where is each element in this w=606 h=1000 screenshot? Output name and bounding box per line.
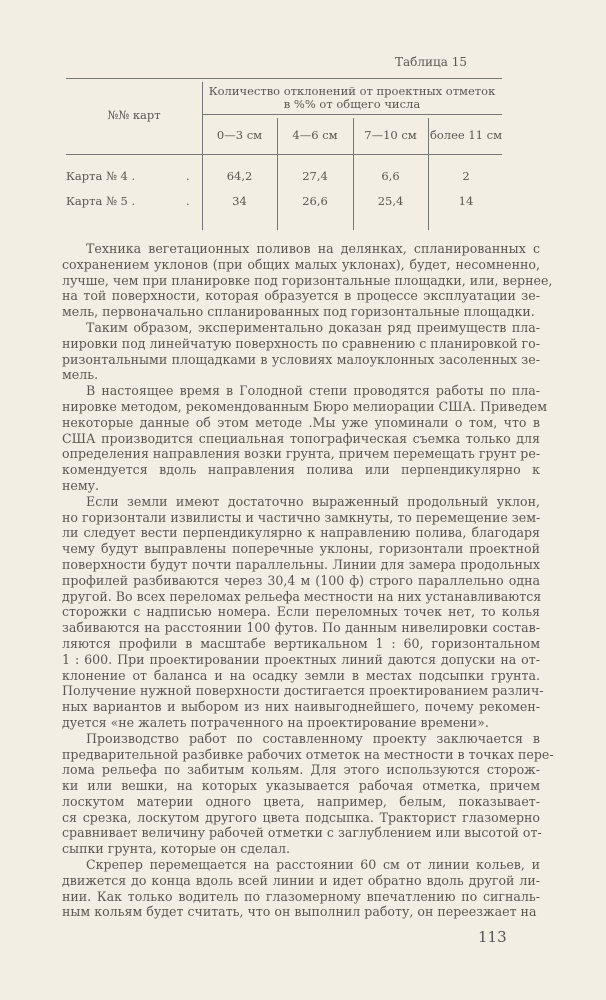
text-line: нировке методом, рекомендованным Бюро мелиорации США. Приведем: [62, 398, 548, 414]
text-line: В настоящее время в Голодной степи проводятся работы по пла-: [86, 383, 540, 399]
row-label: Карта № 4 .: [66, 169, 136, 183]
cell-value: 25,4: [377, 194, 404, 208]
paragraph: [62, 493, 544, 731]
text-line: комендуется вдоль направления полива или перпендикулярно к: [62, 462, 540, 478]
text-line: некоторые данные об этом методе .Мы уже упоминали о том, что в: [62, 414, 540, 430]
text-line: ли следует вести перпендикулярно к направлению полива, благодаря: [62, 525, 540, 541]
text-line: определения направления возки грунта, причем перемещать грунт ре-: [62, 446, 541, 462]
cell-value: 34: [232, 194, 247, 208]
paragraph: [62, 320, 540, 383]
paragraph: [62, 383, 548, 494]
row-label: Карта № 5 .: [66, 194, 136, 208]
paragraph: [62, 730, 554, 857]
table-top-rule: [66, 78, 502, 79]
page-number: 113: [478, 928, 507, 946]
text-line: Таким образом, экспериментально доказан ряд преимуществ пла-: [86, 319, 540, 335]
paragraph: [62, 857, 540, 920]
row-header: №№ карт: [107, 108, 161, 122]
text-line: профилей разбиваются через 30,4 м (100 ф) строго параллельно одна: [62, 572, 540, 588]
text-line: забиваются на расстоянии 100 футов. По данным нивелировки состав-: [62, 620, 540, 636]
text-line: США производится специальная топографическая съемка только для: [62, 430, 540, 446]
cell-value: 2: [462, 169, 470, 183]
column-header: 0—3 см: [216, 128, 263, 142]
text-line: сыпки грунта, которые он сделал.: [62, 841, 290, 857]
text-line: ризонтальными площадками в условиях малоуклонных засоленных зе-: [62, 351, 540, 367]
text-line: сторожки с надписью номера. Если переломных точек нет, то колья: [62, 604, 540, 620]
text-line: дуется «не жалеть потраченного на проектирование времени».: [62, 714, 489, 730]
deviation-table: [66, 78, 502, 230]
text-line: чему будут выправлены поперечные уклоны, горизонтали проектной: [62, 541, 540, 557]
text-line: ся срезка, лоскутом другого цвета подсыпка. Тракторист глазомерно: [62, 809, 540, 825]
text-line: Производство работ по составленному проекту заключается в: [86, 730, 540, 746]
text-line: лучше, чем при планировке под горизонтальные площадки, или, вернее,: [62, 272, 553, 288]
text-line: движется до конца вдоль всей линии и идет обратно вдоль другой ли-: [62, 872, 540, 888]
body-text: [62, 241, 554, 920]
cell-value: 27,4: [302, 169, 328, 183]
cell-value: 6,6: [381, 169, 400, 183]
header-bottom-rule: [66, 154, 502, 155]
text-line: сравнивает величину рабочей отметки с заглублением или высотой от-: [62, 825, 542, 841]
text-line: Получение нужной поверхности достигается проектированием различ-: [62, 683, 544, 699]
text-line: 1 : 600. При проектировании проектных линий даются допуски на от-: [62, 651, 540, 667]
cell-value: 26,6: [302, 194, 328, 208]
text-line: Если земли имеют достаточно выраженный продольный уклон,: [86, 493, 540, 509]
text-line: но горизонтали извилисты и частично замкнуты, то перемещение зем-: [62, 509, 541, 525]
text-line: на той поверхности, которая образуется в процессе эксплуатации зе-: [62, 288, 540, 304]
text-line: мель.: [62, 367, 99, 383]
column-header: более 11 см: [429, 128, 503, 142]
cell-value: 64,2: [226, 169, 253, 183]
group-header-line2: в %% от общего числа: [283, 97, 421, 111]
column-header: 7—10 см: [364, 128, 417, 142]
text-line: предварительной разбивке рабочих отметок на местности в точках пере-: [62, 746, 554, 762]
text-line: лома рельефа по забитым кольям. Для этого используются сторож-: [62, 762, 540, 778]
text-line: другой. Во всех переломах рельефа местности на них устанавливаются: [62, 588, 542, 604]
text-line: лоскутом материи одного цвета, например, белым, показывает-: [62, 793, 540, 809]
text-line: поверхности будут почти параллельны. Линии для замера продольных: [62, 556, 540, 572]
group-header-rule: [202, 114, 502, 115]
text-line: нировки под линейчатую поверхность по сравнению с планировкой го-: [62, 335, 540, 351]
text-line: нему.: [62, 477, 100, 493]
text-line: ных вариантов и выбором из них наивыгоднейшего, почему рекомен-: [62, 699, 540, 715]
text-line: ным кольям будет считать, что он выполнил работу, он переезжает на: [62, 904, 537, 920]
text-line: сохранением уклонов (при общих малых уклонах), будет, несомненно,: [62, 256, 540, 272]
row-leader-dot: .: [186, 194, 190, 208]
text-line: нии. Как только водитель по глазомерному впечатлению по сигналь-: [62, 888, 540, 904]
text-line: Скрепер перемещается на расстоянии 60 см от линии кольев, и: [86, 857, 540, 873]
text-line: ляются профили в масштабе вертикальном 1 : 60, горизонтальном: [62, 635, 540, 651]
text-line: Техника вегетационных поливов на делянках, спланированных с: [86, 241, 540, 256]
group-header-line1: Количество отклонений от проектных отметок: [208, 84, 496, 98]
text-line: ки или вешки, на которых указывается рабочая отметка, причем: [62, 778, 540, 794]
row-leader-dot: .: [186, 169, 190, 183]
text-line: клонение от баланса и на осадку земли в местах подсыпки грунта.: [62, 667, 540, 683]
paragraph: [62, 241, 553, 320]
column-header: 4—6 см: [292, 128, 338, 142]
cell-value: 14: [458, 194, 474, 208]
table-caption: Таблица 15: [395, 55, 467, 69]
text-line: мель, первоначально спланированных под горизонтальные площадки.: [62, 304, 535, 320]
